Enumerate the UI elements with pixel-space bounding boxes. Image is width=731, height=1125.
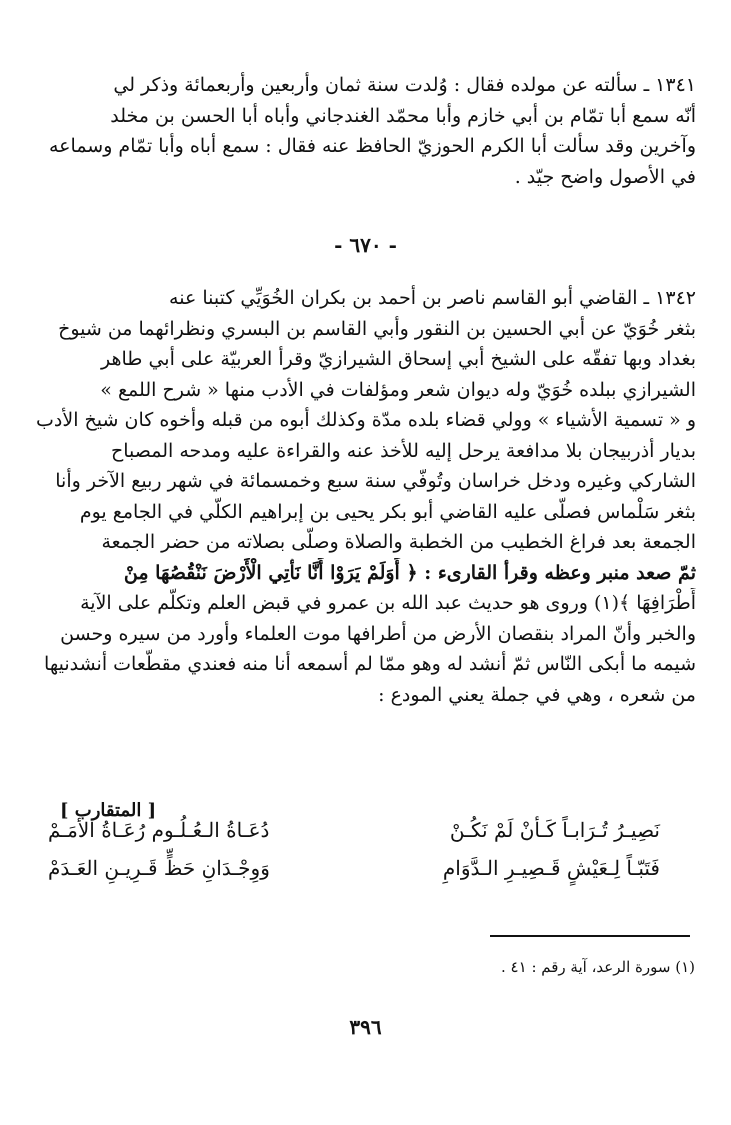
entry-1341-line: أنّه سمع أبا تمّام بن أبي خازم وأبا محمّد الغندجاني وأباه أبا الحسن بن مخلد <box>110 104 696 127</box>
section-heading: - ٦٧٠ - <box>334 233 397 257</box>
entry-1342-line: الشيرازي ببلده خُوَيّ وله ديوان شعر ومؤلفات في الأدب منها « شرح اللمع » <box>100 378 696 401</box>
entry-1342 <box>18 283 696 710</box>
entry-1342-line: و « تسمية الأشياء » وولي قضاء بلده مدّة وكذلك أبوه من قبله وأخوه كان شيخ الأدب <box>36 409 696 431</box>
entry-1342-line: الجمعة بعد فراغ الخطيب من الخطبة والصلاة وصلّى بصلاته من حضر الجمعة <box>101 531 696 553</box>
entry-1342-line: الشاركي وغيره ودخل خراسان وتُوفّي سنة سبع وخمسمائة في شهر ربيع الآخر وأنا <box>55 470 696 492</box>
entry-1341-line: في الأصول واضح جيّد . <box>514 165 696 188</box>
entry-1342-line: بغداد وبها تفقّه على الشيخ أبي إسحاق الشيرازيّ وقرأ العربيّة على أبي طاهر <box>100 348 696 370</box>
verse-second-hemistich: وَوِجْـدَانِ حَظٍّ قَـرِيـنِ العَـدَمْ <box>48 856 270 880</box>
entry-1341-line: ١٣٤١ ـ سألته عن مولده فقال : وُلدت سنة ثمان وأربعين وأربعمائة وذكر لي <box>113 74 696 96</box>
verse-second-hemistich: دُعَـاةُ الـعُـلُـوم رُعَـاةُ الأمَـمْ <box>48 818 270 842</box>
poem-verse <box>48 856 660 892</box>
footnote-separator <box>490 935 690 937</box>
entry-1341 <box>18 70 696 192</box>
entry-1342-line: بثغر خُوَيّ عن أبي الحسين بن النقور وأبي القاسم بن البسري ونظرائهما من شيوخ <box>58 317 696 340</box>
entry-1342-line: ١٣٤٢ ـ القاضي أبو القاسم ناصر بن أحمد بن بكران الخُوَيِّي كتبنا عنه <box>169 287 696 309</box>
poem-verse <box>48 818 660 854</box>
entry-1342-line: أَطْرَافِهَا ﴾(١) وروى هو حديث عبد الله بن عمرو في قبض العلم وتكلّم على الآية <box>80 592 696 614</box>
entry-1342-line: بثغر سَلْماس فصلّى عليه القاضي أبو بكر يحيى بن إبراهيم الكلّي في الجامع يوم <box>79 500 696 523</box>
entry-1341-line: وآخرين وقد سألت أبا الكرم الحوزيّ الحافظ عنه فقال : سمع أباه وأبا تمّام وسماعه <box>49 135 696 157</box>
page-number: ٣٩٦ <box>349 1015 382 1039</box>
footnote: (١) سورة الرعد، آية رقم : ٤١ . <box>501 958 695 976</box>
entry-1342-line: بديار أذربيجان بلا مدافعة يرحل إليه للأخذ عنه والقراءة عليه ومدحه المصباح <box>110 439 696 462</box>
verse-first-hemistich: نَصِيـرُ تُـرَابـاً كَـأنْ لَمْ نَكُـنْ <box>449 818 660 842</box>
entry-1342-line: ثمّ صعد منبر وعظه وقرأ القارىء : ﴿ أَوَلَمْ يَرَوْا أَنَّا نَأْتِي الْأَرْضَ نَنْقُصُهَا مِنْ <box>123 561 696 584</box>
entry-1342-line: والخبر وأنّ المراد بنقصان الأرض من أطرافها موت العلماء وأورد من سيره وحسن <box>60 622 696 645</box>
poem-meter: [ المتقارب ] <box>60 800 157 821</box>
verse-first-hemistich: فَتَبّـاً لِـعَيْشٍ قَـصِيـرِ الـدَّوَامِ <box>442 856 660 880</box>
entry-1342-line: شيمه ما أبكى النّاس ثمّ أنشد له وهو ممّا لم أسمعه أنا منه فعندي مقطّعات أنشدنيها <box>44 653 696 675</box>
entry-1342-line: من شعره ، وهي في جملة يعني المودع : <box>378 683 696 706</box>
